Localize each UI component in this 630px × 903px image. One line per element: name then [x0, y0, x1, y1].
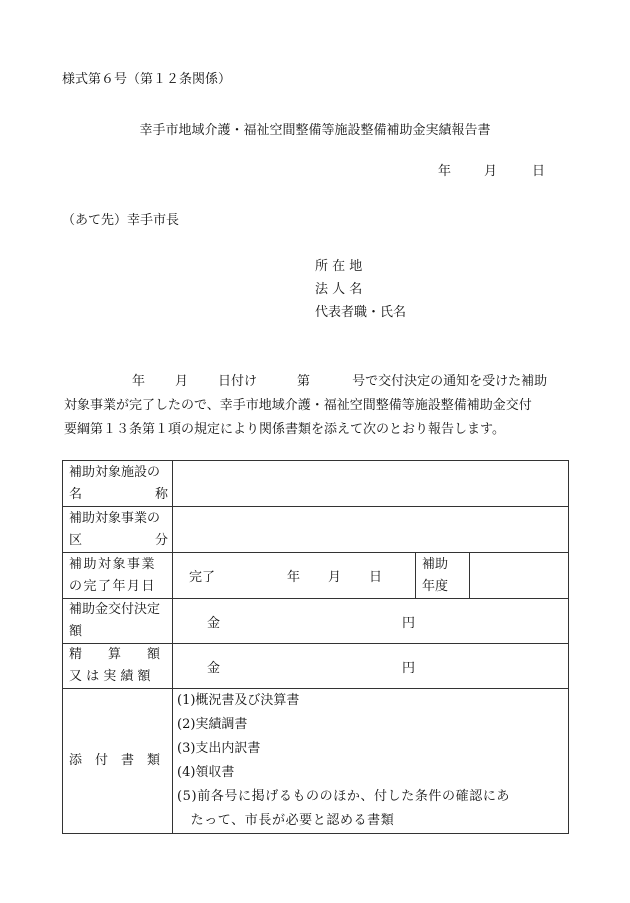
- settlement-label: 精 算 額 又 は 実 績 額: [63, 644, 173, 689]
- date-month-label: 月: [484, 164, 498, 179]
- attachment-item: (3)支出内訳書: [177, 741, 261, 756]
- attachments-list: [173, 689, 569, 834]
- attachment-item: (5)前各号に掲げるもののほか、付した条件の確認にあ: [177, 789, 511, 804]
- grant-decision-label: 補助金交付決定額: [63, 599, 173, 644]
- facility-name-field[interactable]: [173, 461, 569, 507]
- row-attachments: [63, 689, 569, 834]
- report-table: [62, 460, 569, 834]
- completion-date-label: 補助対象事業 の完了年月日: [63, 553, 173, 599]
- row-facility-name: [63, 461, 569, 507]
- addressee: （あて先）幸手市長: [62, 213, 180, 228]
- body-month: 月: [175, 374, 189, 389]
- applicant-location-label: 所 在 地: [315, 259, 363, 274]
- body-dai: 第: [297, 374, 311, 389]
- row-completion: [63, 553, 569, 599]
- row-grant-decision: [63, 599, 569, 644]
- project-type-field[interactable]: [173, 507, 569, 553]
- attachment-item: (4)領収書: [177, 765, 235, 780]
- fiscal-year-label: 補助 年度: [416, 553, 470, 599]
- body-paragraph-line-3: 要綱第１３条第１項の規定により関係書類を添えて次のとおり報告します。: [64, 422, 505, 437]
- report-date: [438, 160, 545, 179]
- completion-date-field[interactable]: 完了 年 月 日: [173, 553, 416, 599]
- form-number: 様式第６号（第１２条関係）: [62, 72, 232, 87]
- project-type-label: 補助対象事業の 区 分: [63, 507, 173, 553]
- body-go-text: 号で交付決定の通知を受けた補助: [352, 374, 548, 389]
- applicant-representative-label: 代表者職・氏名: [315, 305, 407, 320]
- row-project-type: [63, 507, 569, 553]
- row-settlement: [63, 644, 569, 689]
- date-year-label: 年: [438, 164, 452, 179]
- body-paragraph-line-2: 対象事業が完了したので、幸手市地域介護・福祉空間整備等施設整備補助金交付: [64, 398, 532, 413]
- fiscal-year-field[interactable]: [470, 553, 569, 599]
- grant-decision-field[interactable]: 金 円: [173, 599, 569, 644]
- attachment-item: (2)実績調書: [177, 717, 248, 732]
- body-paragraph-line-1: [64, 370, 547, 389]
- body-day-suffix: 日付け: [218, 374, 258, 389]
- document-title: 幸手市地域介護・福祉空間整備等施設整備補助金実績報告書: [139, 123, 491, 138]
- settlement-field[interactable]: 金 円: [173, 644, 569, 689]
- attachment-item: たって、市長が必要と認める書類: [177, 813, 395, 828]
- body-year: 年: [132, 374, 146, 389]
- date-day-label: 日: [532, 164, 546, 179]
- applicant-corporation-label: 法 人 名: [315, 282, 363, 297]
- attachment-item: (1)概況書及び決算書: [177, 693, 300, 708]
- facility-name-label: 補助対象施設の 名 称: [63, 461, 173, 507]
- attachments-label: 添 付 書 類: [63, 689, 173, 834]
